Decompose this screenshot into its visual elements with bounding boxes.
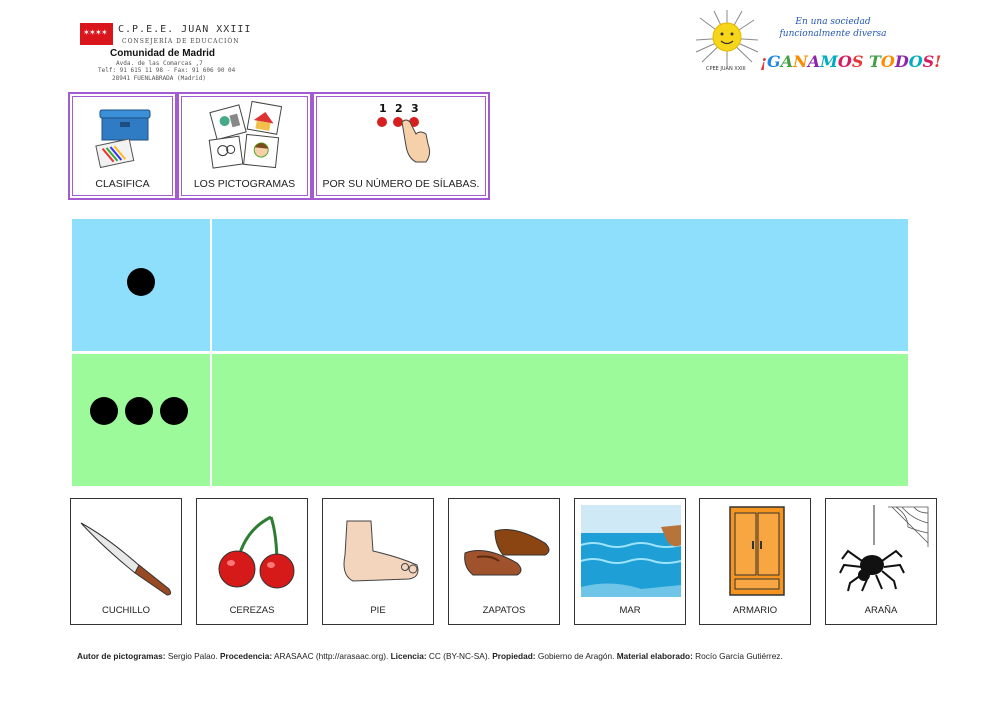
madrid-flag-logo: ✶ ✶ ✶ ✶ <box>80 23 113 45</box>
picture-card-zapatos[interactable] <box>448 498 560 625</box>
cherries-icon <box>203 505 303 597</box>
spider-icon <box>832 505 932 597</box>
syllable-dot <box>90 397 118 425</box>
address-line: 28941 FUENLABRADA (Madrid) <box>112 75 206 82</box>
knife-icon <box>77 505 177 597</box>
slogan-line: funcionalmente diversa <box>779 29 887 39</box>
address-line: Telf: 91 615 11 98 - Fax: 91 606 90 04 <box>98 67 236 74</box>
card-label: MAR <box>619 605 641 616</box>
syllable-number: 2 <box>395 102 403 115</box>
syllable-dot <box>125 397 153 425</box>
foot-icon <box>329 505 429 597</box>
syllable-dot <box>127 268 155 296</box>
card-label: ARMARIO <box>732 605 778 616</box>
card-label: ARAÑA <box>864 605 898 616</box>
sun-caption: CPEE JUAN XXIII <box>706 66 746 72</box>
sea-icon <box>581 505 681 597</box>
footer-label: Autor de pictogramas: <box>77 651 166 661</box>
school-name: C.P.E.E. JUAN XXIII <box>118 24 252 35</box>
card-label: CEREZAS <box>229 605 275 616</box>
footer-value: Sergio Palao. <box>167 651 218 661</box>
three-syllable-row[interactable] <box>72 354 908 486</box>
slogan-big-text: ¡GANAMOS TODOS! <box>760 52 942 71</box>
sun-logo-icon <box>694 8 760 68</box>
row-divider <box>210 219 212 486</box>
slogan-text <box>773 16 893 40</box>
card-label: CUCHILLO <box>101 605 151 616</box>
instruction-card-syllables <box>312 92 490 200</box>
footer-value: Gobierno de Aragón. <box>537 651 615 661</box>
syllable-number: 3 <box>411 102 419 115</box>
picture-card-pie[interactable] <box>322 498 434 625</box>
box-icon <box>94 106 158 168</box>
counting-syllables-icon <box>368 100 438 172</box>
card-label: ZAPATOS <box>482 605 526 616</box>
syllable-dot <box>160 397 188 425</box>
footer-label: Procedencia: <box>219 651 273 661</box>
footer-value: CC (BY-NC-SA). <box>428 651 490 661</box>
slogan-big <box>760 52 941 71</box>
picture-card-cerezas[interactable] <box>196 498 308 625</box>
instruction-label: POR SU NÚMERO DE SÍLABAS. <box>322 178 480 190</box>
one-syllable-row[interactable] <box>72 219 908 351</box>
instruction-label: CLASIFICA <box>95 178 150 190</box>
footer-label: Propiedad: <box>492 651 536 661</box>
credits-footer <box>77 651 783 661</box>
picture-card-mar[interactable] <box>574 498 686 625</box>
pictograms-icon <box>207 100 287 172</box>
consejeria-text: CONSEJERÍA DE EDUCACIÓN <box>122 38 240 45</box>
syllable-number: 1 <box>379 102 387 115</box>
slogan-line: En una sociedad <box>795 17 871 27</box>
instruction-card-classify <box>68 92 177 200</box>
footer-label: Material elaborado: <box>616 651 693 661</box>
footer-label: Licencia: <box>390 651 427 661</box>
instruction-label: LOS PICTOGRAMAS <box>193 178 296 190</box>
picture-card-armario[interactable] <box>699 498 811 625</box>
card-label: PIE <box>370 605 386 616</box>
shoes-icon <box>455 505 555 597</box>
picture-card-arana[interactable] <box>825 498 937 625</box>
address-line: Avda. de las Comarcas ,7 <box>116 60 203 67</box>
footer-value: ARASAAC (http://arasaac.org). <box>273 651 389 661</box>
instruction-card-pictograms <box>177 92 312 200</box>
comunidad-name: Comunidad de Madrid <box>110 48 215 59</box>
picture-card-cuchillo[interactable] <box>70 498 182 625</box>
wardrobe-icon <box>706 505 806 597</box>
footer-value: Rocío García Gutiérrez. <box>695 651 783 661</box>
